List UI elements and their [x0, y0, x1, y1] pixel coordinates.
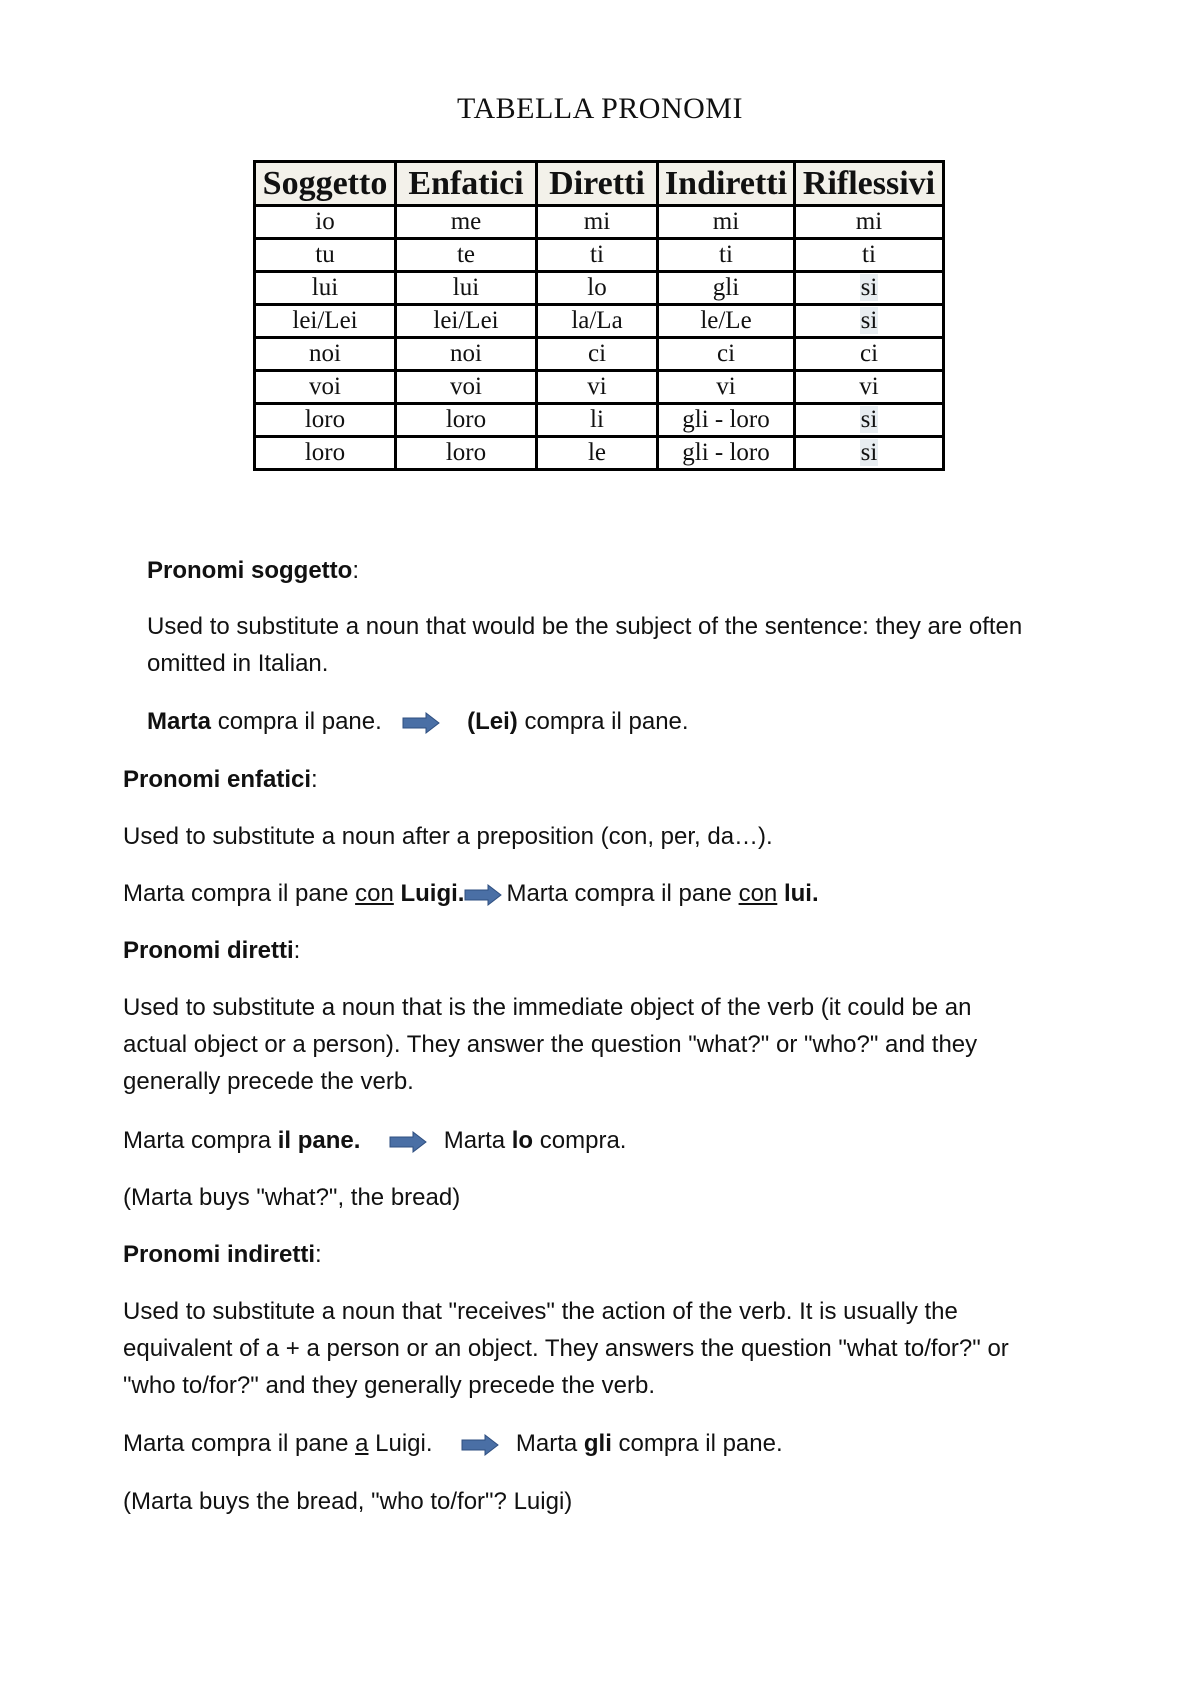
example-bold: lo	[511, 1127, 534, 1154]
example-text: Marta compra il pane	[123, 880, 356, 907]
example-bold: Marta	[147, 708, 212, 735]
table-cell: mi	[795, 206, 944, 239]
table-row	[255, 206, 944, 239]
heading-colon: :	[315, 1241, 322, 1268]
example-soggetto	[147, 703, 689, 740]
right-arrow-icon	[464, 884, 502, 906]
pronoun-table	[253, 160, 945, 471]
table-cell: vi	[537, 371, 658, 404]
table-row	[255, 272, 944, 305]
section-desc-soggetto: Used to substitute a noun that would be the subject of the sentence: they are often omitted in Italian.	[147, 613, 1023, 677]
table-cell: vi	[658, 371, 795, 404]
right-arrow-icon	[461, 1434, 499, 1456]
example-text: compra il pane.	[611, 1430, 783, 1457]
table-cell	[795, 272, 944, 305]
table-cell: la/La	[537, 305, 658, 338]
table-cell: noi	[255, 338, 396, 371]
example-text: Marta	[515, 1430, 584, 1457]
table-header-cell: Soggetto	[255, 162, 396, 206]
example-text: compra.	[533, 1127, 627, 1154]
heading-colon: :	[352, 557, 359, 584]
table-cell: lui	[396, 272, 537, 305]
table-cell: loro	[396, 404, 537, 437]
table-cell: mi	[537, 206, 658, 239]
table-cell: ti	[537, 239, 658, 272]
heading-text: Pronomi enfatici	[123, 766, 312, 793]
table-cell: gli - loro	[658, 404, 795, 437]
example-note-indiretti: (Marta buys the bread, "who to/for"? Luigi)	[123, 1488, 573, 1515]
table-cell: le/Le	[658, 305, 795, 338]
table-cell-text: si	[860, 439, 878, 466]
heading-text: Pronomi indiretti	[123, 1241, 315, 1268]
heading-text: Pronomi diretti	[123, 937, 294, 964]
example-bold: il pane.	[277, 1127, 361, 1154]
table-cell-text: si	[860, 307, 878, 334]
table-cell: te	[396, 239, 537, 272]
table-row	[255, 437, 944, 470]
table-cell-text: si	[860, 274, 878, 301]
example-text: compra il pane.	[211, 708, 382, 735]
example-text: Luigi.	[368, 1430, 433, 1457]
example-bold: lui.	[783, 880, 819, 907]
table-cell: me	[396, 206, 537, 239]
table-row	[255, 305, 944, 338]
example-underline: a	[355, 1430, 369, 1457]
table-cell: voi	[396, 371, 537, 404]
example-text: Marta compra	[123, 1127, 278, 1154]
example-bold: (Lei)	[467, 708, 518, 735]
table-cell	[795, 305, 944, 338]
section-heading-enfatici	[123, 761, 318, 798]
example-bold: Luigi.	[400, 880, 465, 907]
section-heading-diretti	[123, 932, 300, 969]
section-desc-diretti: Used to substitute a noun that is the immediate object of the verb (it could be an actual object or a person). They answer the question "what?" or "who?" and they generally precede the verb.	[123, 994, 978, 1095]
table-row	[255, 404, 944, 437]
right-arrow-icon	[402, 712, 440, 734]
table-header-cell: Enfatici	[396, 162, 537, 206]
table-cell: loro	[396, 437, 537, 470]
table-row	[255, 239, 944, 272]
table-cell: lui	[255, 272, 396, 305]
table-cell: le	[537, 437, 658, 470]
table-cell: vi	[795, 371, 944, 404]
example-enfatici	[123, 875, 819, 912]
table-cell: loro	[255, 437, 396, 470]
example-underline: con	[355, 880, 394, 907]
table-cell: lo	[537, 272, 658, 305]
example-text: compra il pane.	[517, 708, 689, 735]
example-bold: gli	[583, 1430, 612, 1457]
heading-colon: :	[311, 766, 318, 793]
table-cell-text: si	[860, 406, 878, 433]
table-cell: io	[255, 206, 396, 239]
example-underline: con	[738, 880, 778, 907]
table-row	[255, 371, 944, 404]
table-header-cell: Indiretti	[658, 162, 795, 206]
table-header-cell: Riflessivi	[795, 162, 944, 206]
table-cell: ci	[795, 338, 944, 371]
section-desc-enfatici: Used to substitute a noun after a preposition (con, per, da…).	[123, 823, 773, 850]
table-body	[255, 206, 944, 470]
table-cell	[795, 404, 944, 437]
table-row	[255, 338, 944, 371]
table-cell: ti	[795, 239, 944, 272]
table-header-cell: Diretti	[537, 162, 658, 206]
table-cell: loro	[255, 404, 396, 437]
table-cell: li	[537, 404, 658, 437]
example-text: Marta compra il pane	[123, 1430, 356, 1457]
section-heading-indiretti	[123, 1236, 322, 1273]
table-cell: ci	[537, 338, 658, 371]
table-cell: noi	[396, 338, 537, 371]
example-diretti	[123, 1122, 626, 1159]
table-cell: ci	[658, 338, 795, 371]
table-cell: mi	[658, 206, 795, 239]
table-cell: gli - loro	[658, 437, 795, 470]
table-cell: lei/Lei	[255, 305, 396, 338]
example-indiretti	[123, 1425, 783, 1462]
right-arrow-icon	[389, 1131, 427, 1153]
example-note-diretti: (Marta buys "what?", the bread)	[123, 1184, 461, 1211]
example-text: Marta	[443, 1127, 512, 1154]
table-header-row	[255, 162, 944, 206]
section-desc-indiretti: Used to substitute a noun that "receives" the action of the verb. It is usually the equivalent of a + a person or an object. They answers the question "what to/for?" or "who to/for?" and they generally precede the verb.	[123, 1298, 1009, 1399]
section-heading-soggetto	[147, 552, 359, 589]
table-cell: voi	[255, 371, 396, 404]
example-text: Marta compra il pane	[506, 880, 739, 907]
example-text	[777, 880, 784, 907]
heading-colon: :	[293, 937, 301, 964]
heading-text: Pronomi soggetto	[147, 557, 353, 584]
table-cell: tu	[255, 239, 396, 272]
table-cell: gli	[658, 272, 795, 305]
table-cell: ti	[658, 239, 795, 272]
table-cell	[795, 437, 944, 470]
table-cell: lei/Lei	[396, 305, 537, 338]
page-title: TABELLA PRONOMI	[457, 92, 743, 125]
